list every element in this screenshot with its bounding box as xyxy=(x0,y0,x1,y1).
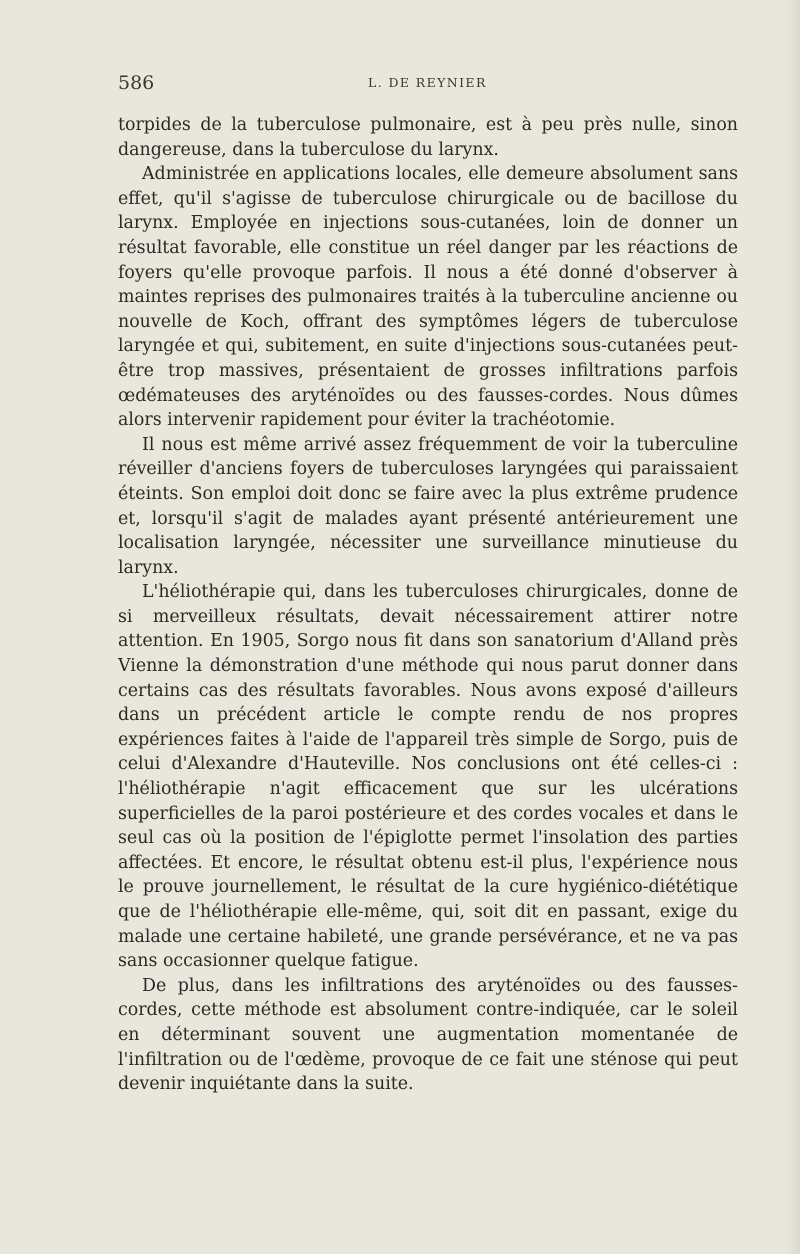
paragraph-continuation: torpides de la tuberculose pulmonaire, est à peu près nulle, sinon dangereuse, dans la tuberculose du larynx. xyxy=(118,115,738,160)
page-number: 586 xyxy=(118,72,155,94)
paragraph-tuberculin-reactivation: Il nous est même arrivé assez fréquemment de voir la tuberculine réveiller d'anciens foyers de tuberculoses laryngées qui paraissaient éteints. Son emploi doit donc se faire avec la plus extrême prudence et, lorsqu'il s'agit de malades ayant présenté antérieurement une localisation laryngée, nécessiter une surveillance minutieuse du larynx. xyxy=(118,434,738,578)
running-head: L. DE REYNIER xyxy=(368,75,487,90)
paragraph-local-applications: Administrée en applications locales, elle demeure absolument sans effet, qu'il s'agisse de tuberculose chirurgicale ou de bacillose du larynx. Employée en injections sous-cutanées, loin de donner un résultat favorable, elle constitue un réel danger par les réactions de foyers qu'elle provoque parfois. Il nous a été donné d'observer à maintes reprises des pulmonaires traités à la tuberculine ancienne ou nouvelle de Koch, offrant des symptômes légers de tuberculose laryngée et qui, subitement, en suite d'injections sous-cutanées peut-être trop massives, présentaient de grosses infiltrations parfois œdémateuses des aryténoïdes ou des fausses-cordes. Nous dûmes alors intervenir rapidement pour éviter la trachéotomie. xyxy=(118,164,738,431)
paragraph-contraindication: De plus, dans les infiltrations des aryténoïdes ou des fausses-cordes, cette méthode est absolument contre-indiquée, car le soleil en déterminant souvent une augmentation momentanée de l'infiltration ou de l'œdème, provoque de ce fait une sténose qui peut devenir inquiétante dans la suite. xyxy=(118,975,738,1095)
page-edge-shadow xyxy=(786,0,800,1254)
body-text xyxy=(118,113,738,1097)
paragraph-heliotherapy: L'héliothérapie qui, dans les tuberculoses chirurgicales, donne de si merveilleux résultats, devait nécessairement attirer notre attention. En 1905, Sorgo nous fit dans son sanatorium d'Alland près Vienne la démonstration d'une méthode qui nous parut donner dans certains cas des résultats favorables. Nous avons exposé d'ailleurs dans un précédent article le compte rendu de nos propres expériences faites à l'aide de l'appareil très simple de Sorgo, puis de celui d'Alexandre d'Hauteville. Nos conclusions ont été celles-ci : l'héliothérapie n'agit efficacement que sur les ulcérations superficielles de la paroi postérieure et des cordes vocales et dans le seul cas où la position de l'épiglotte permet l'insolation des parties affectées. Et encore, le résultat obtenu est-il plus, l'expérience nous le prouve journellement, le résultat de la cure hygiénico-diététique que de l'héliothérapie elle-même, qui, soit dit en passant, exige du malade une certaine habileté, une grande persévérance, et ne va pas sans occasionner quelque fatigue. xyxy=(118,582,738,972)
page-header xyxy=(118,72,738,94)
